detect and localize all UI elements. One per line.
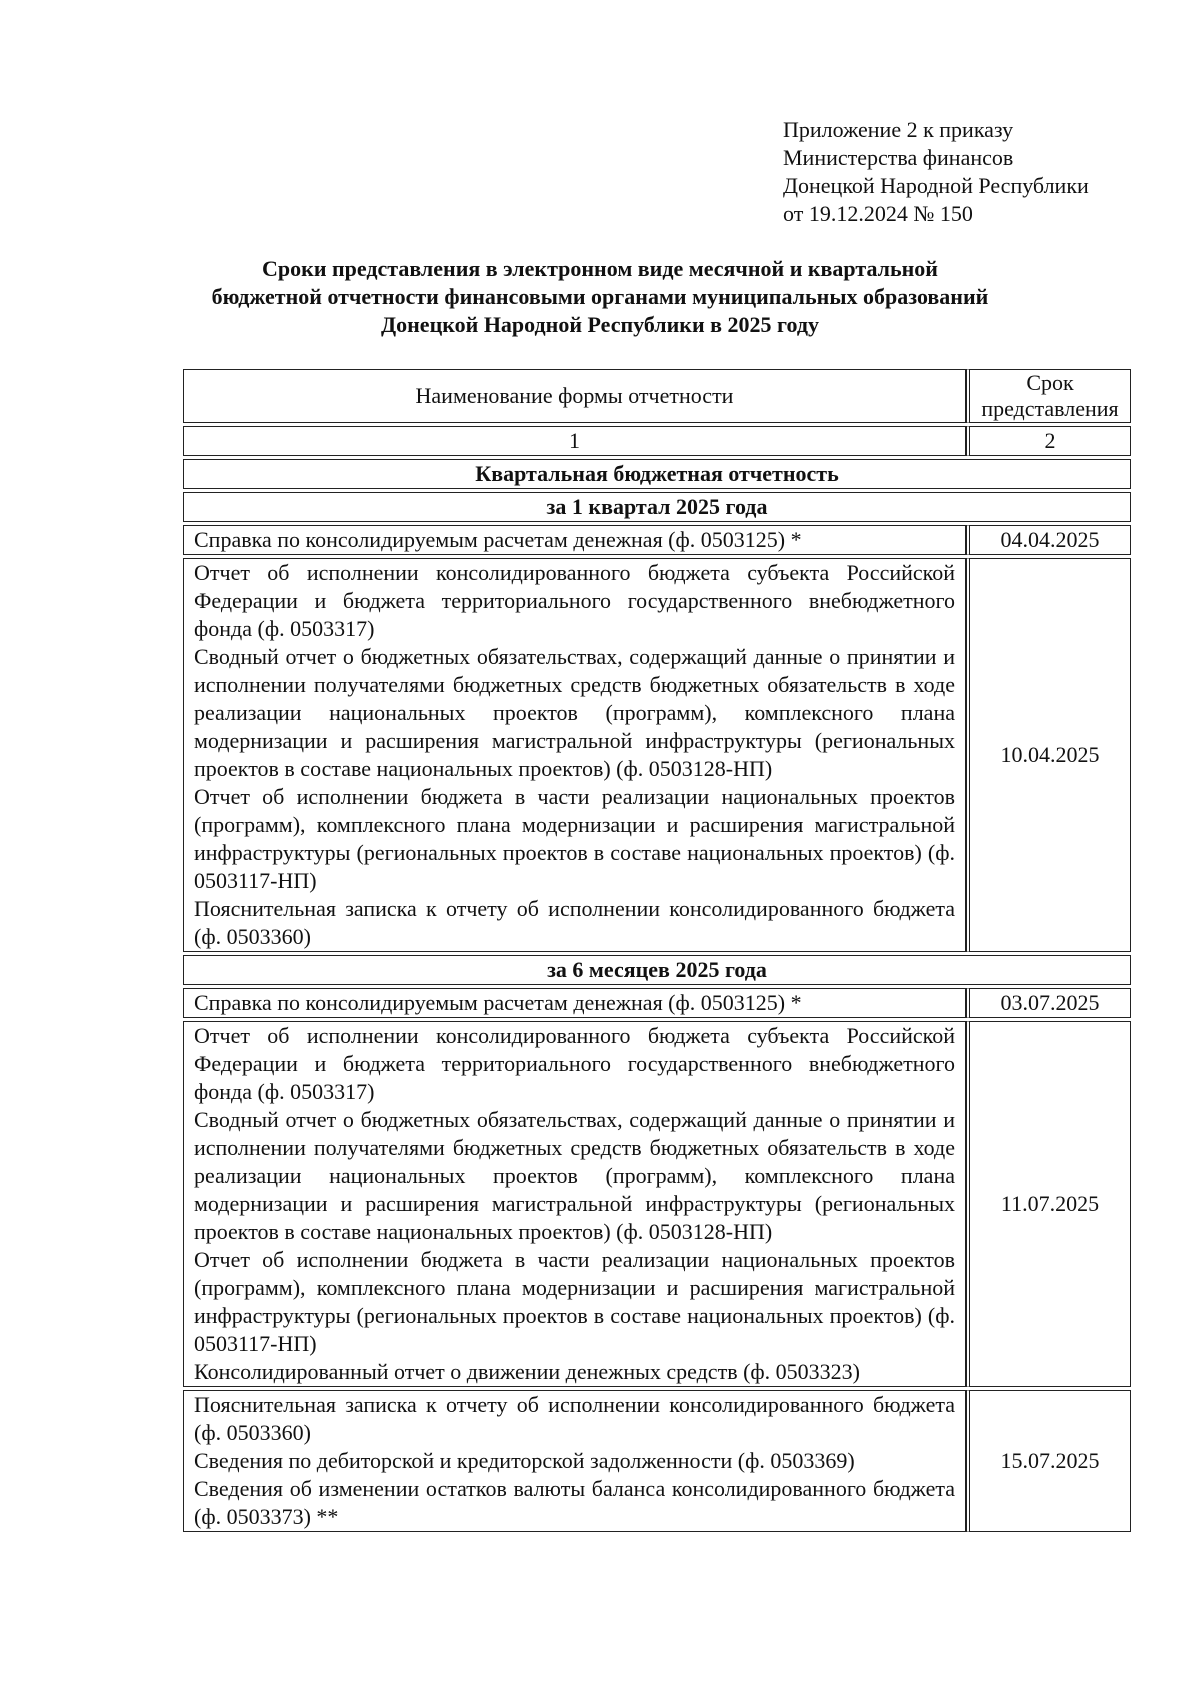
table-row [183, 1021, 1131, 1387]
form-item: Отчет об исполнении консолидированного бюджета субъекта Российской Федерации и бюджета территориального государственного внебюджетного фонда (ф. 0503317) [194, 560, 955, 641]
form-item: Пояснительная записка к отчету об исполнении консолидированного бюджета (ф. 0503360) [194, 1392, 955, 1445]
document-title [150, 255, 1050, 339]
title-line: бюджетной отчетности финансовыми органами муниципальных образований [211, 284, 989, 309]
date-cell: 04.04.2025 [966, 525, 1131, 555]
approval-line: Приложение 2 к приказу [783, 117, 1014, 142]
table-row [183, 525, 1131, 555]
form-item: Отчет об исполнении бюджета в части реализации национальных проектов (программ), комплексного плана модернизации и расширения магистральной инфраструктуры (региональных проектов в составе национальных проектов) (ф. 0503117-НП) [194, 1247, 955, 1356]
column-number-1: 1 [183, 426, 966, 456]
table-row [183, 1390, 1131, 1532]
form-item: Отчет об исполнении бюджета в части реализации национальных проектов (программ), комплексного плана модернизации и расширения магистральной инфраструктуры (региональных проектов в составе национальных проектов) (ф. 0503117-НП) [194, 784, 955, 893]
header-deadline [966, 369, 1131, 423]
form-cell [183, 558, 966, 952]
approval-line: от 19.12.2024 № 150 [783, 201, 973, 226]
period-h1: за 6 месяцев 2025 года [183, 955, 1131, 985]
form-cell [183, 1390, 966, 1532]
form-item: Отчет об исполнении консолидированного бюджета субъекта Российской Федерации и бюджета территориального государственного внебюджетного фонда (ф. 0503317) [194, 1023, 955, 1104]
date-cell: 03.07.2025 [966, 988, 1131, 1018]
date-cell: 11.07.2025 [966, 1021, 1131, 1387]
form-cell: Справка по консолидируемым расчетам денежная (ф. 0503125) * [183, 525, 966, 555]
column-number-2: 2 [966, 426, 1131, 456]
date-cell: 10.04.2025 [966, 558, 1131, 952]
date-cell: 15.07.2025 [966, 1390, 1131, 1532]
section-quarterly: Квартальная бюджетная отчетность [183, 459, 1131, 489]
title-line: Сроки представления в электронном виде месячной и квартальной [262, 256, 938, 281]
period-q1: за 1 квартал 2025 года [183, 492, 1131, 522]
header-form-name: Наименование формы отчетности [183, 369, 966, 423]
period-row [183, 492, 1131, 522]
table-row [183, 558, 1131, 952]
approval-line: Донецкой Народной Республики [783, 173, 1089, 198]
table-header-row [183, 369, 1131, 423]
column-number-row [183, 426, 1131, 456]
period-row [183, 955, 1131, 985]
form-item: Сведения по дебиторской и кредиторской задолженности (ф. 0503369) [194, 1448, 855, 1473]
table-row [183, 988, 1131, 1018]
schedule-table [183, 366, 1131, 1535]
form-item: Сводный отчет о бюджетных обязательствах, содержащий данные о принятии и исполнении получателями бюджетных средств бюджетных обязательств в ходе реализации национальных проектов (программ), комплексного плана модернизации и расширения магистральной инфраструктуры (региональных проектов в составе национальных проектов) (ф. 0503128-НП) [194, 644, 955, 781]
approval-block [783, 116, 1183, 228]
form-item: Пояснительная записка к отчету об исполнении консолидированного бюджета (ф. 0503360) [194, 896, 955, 949]
section-row [183, 459, 1131, 489]
title-line: Донецкой Народной Республики в 2025 году [381, 312, 819, 337]
approval-line: Министерства финансов [783, 145, 1014, 170]
header-deadline-line1: Срок [1026, 370, 1074, 395]
header-deadline-line2: представления [981, 396, 1119, 421]
form-item: Сводный отчет о бюджетных обязательствах, содержащий данные о принятии и исполнении получателями бюджетных средств бюджетных обязательств в ходе реализации национальных проектов (программ), комплексного плана модернизации и расширения магистральной инфраструктуры (региональных проектов в составе национальных проектов) (ф. 0503128-НП) [194, 1107, 955, 1244]
form-item: Консолидированный отчет о движении денежных средств (ф. 0503323) [194, 1359, 860, 1384]
form-item: Сведения об изменении остатков валюты баланса консолидированного бюджета (ф. 0503373) ** [194, 1476, 955, 1529]
form-cell: Справка по консолидируемым расчетам денежная (ф. 0503125) * [183, 988, 966, 1018]
form-cell [183, 1021, 966, 1387]
